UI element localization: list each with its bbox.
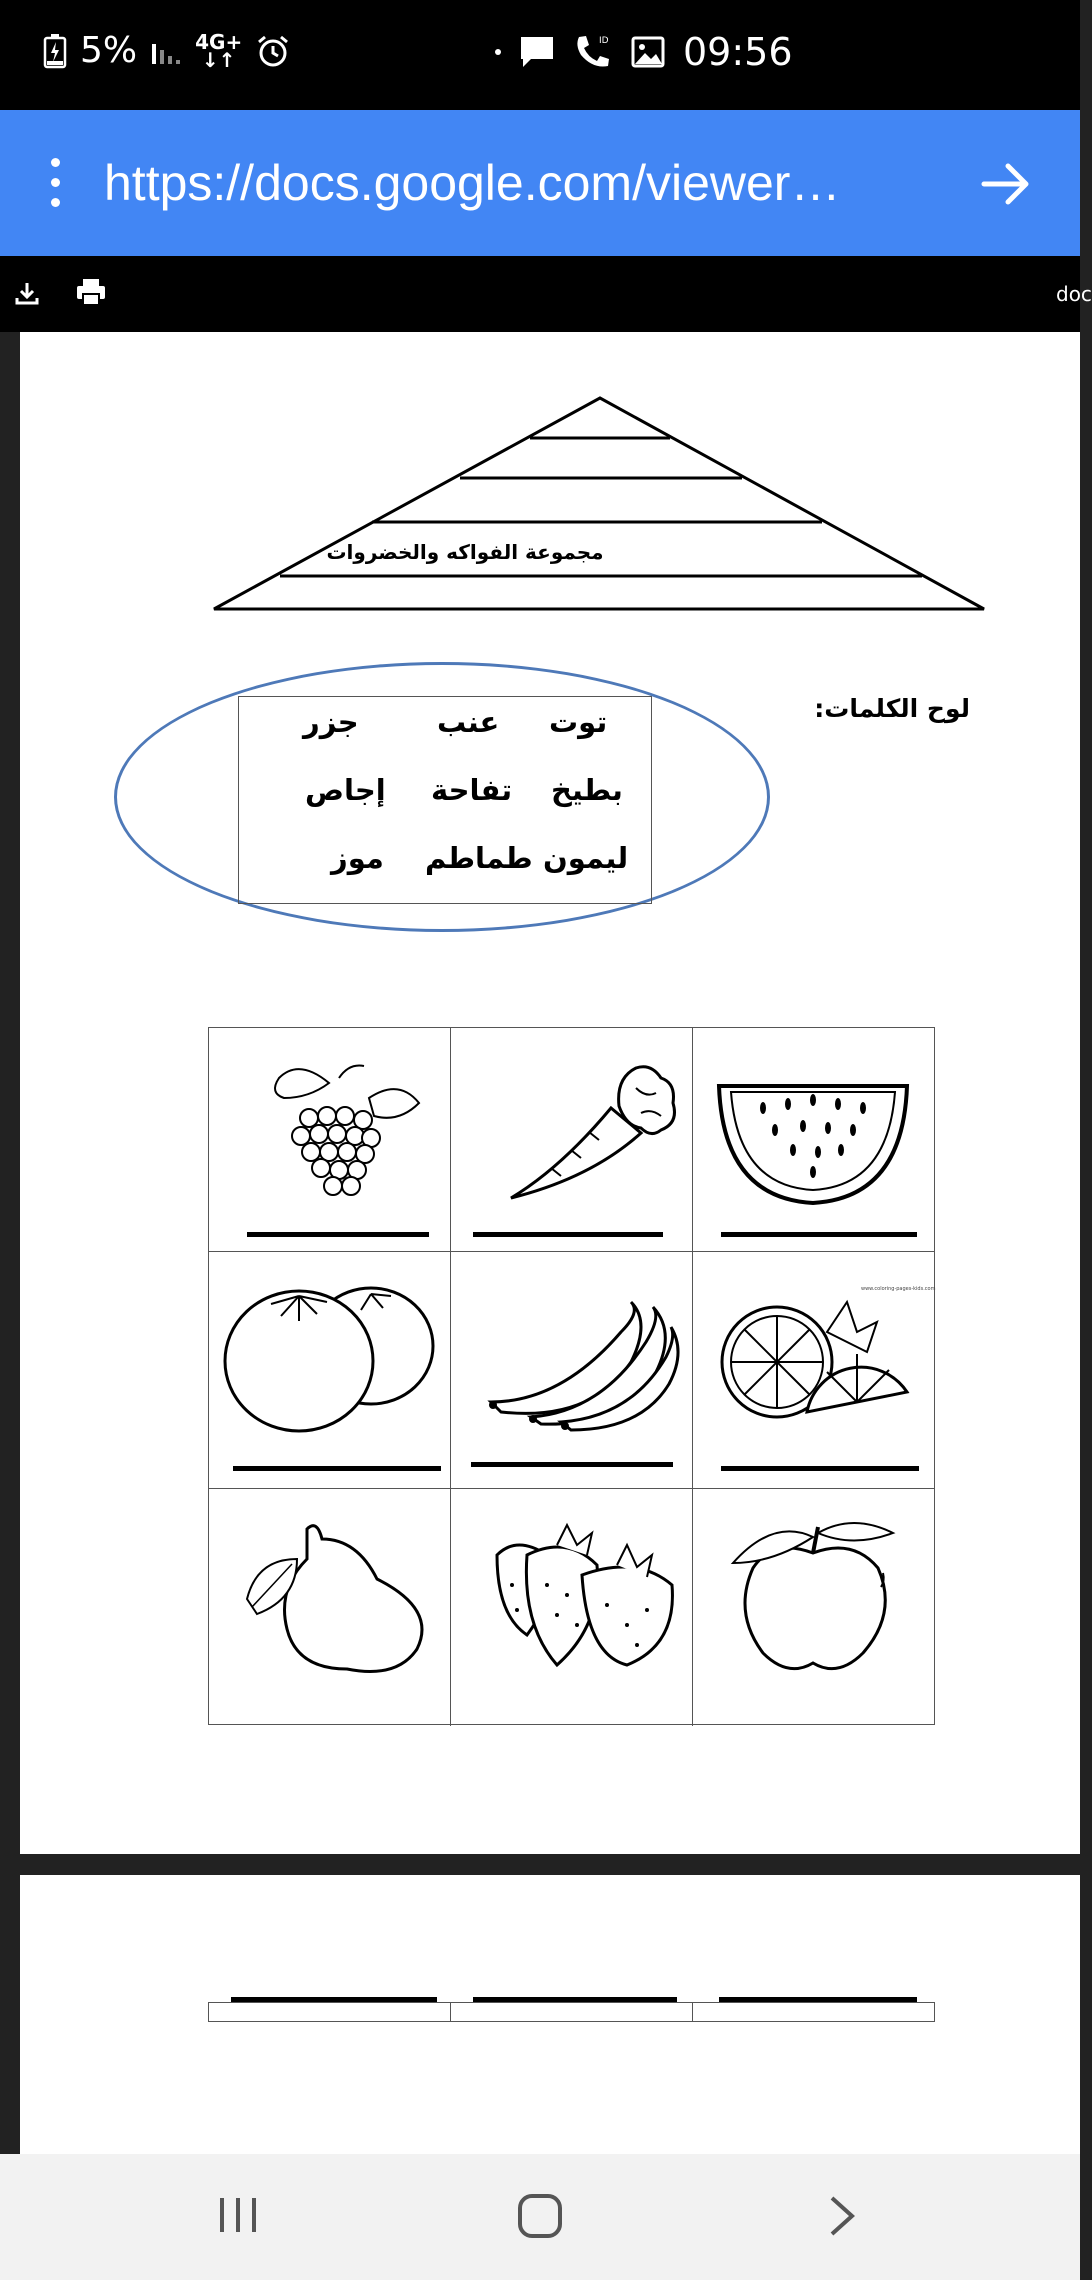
cell-watermelon <box>693 1028 934 1252</box>
cell-strawberries <box>451 1489 693 1726</box>
menu-dots-icon[interactable] <box>40 158 70 210</box>
signal-icon <box>151 36 181 66</box>
cell-pear <box>209 1489 451 1726</box>
message-icon <box>519 35 555 69</box>
pear-icon <box>237 1519 437 1679</box>
answer-line <box>233 1466 441 1471</box>
pyramid-label: مجموعة الفواكه والخضروات <box>326 540 604 564</box>
food-pyramid <box>20 332 1080 632</box>
word-item: موز <box>331 841 384 875</box>
grid-cell <box>451 2003 693 2021</box>
back-icon[interactable] <box>822 2192 862 2240</box>
url-text[interactable]: https://docs.google.com/viewer… <box>104 155 841 211</box>
word-item: طماطم <box>425 841 533 875</box>
grid-cell <box>209 2003 451 2021</box>
svg-text:ID: ID <box>599 36 609 46</box>
battery-icon <box>44 34 66 68</box>
cell-oranges <box>693 1252 934 1489</box>
word-item: ليمون <box>543 841 629 875</box>
answer-line <box>473 1997 677 2002</box>
download-icon[interactable] <box>14 280 40 306</box>
word-board-label: لوح الكلمات: <box>814 694 970 723</box>
word-item: إجاص <box>305 773 386 807</box>
cell-tomatoes <box>209 1252 451 1489</box>
document-page-1 <box>20 332 1080 1854</box>
watermelon-icon <box>713 1078 913 1208</box>
answer-line <box>471 1462 673 1467</box>
answer-line <box>231 1997 437 2002</box>
forward-arrow-icon[interactable] <box>978 156 1034 212</box>
recent-apps-icon[interactable] <box>216 2192 260 2236</box>
apple-icon <box>713 1513 923 1673</box>
answer-line <box>247 1232 429 1237</box>
cell-bananas <box>451 1252 693 1489</box>
word-item: توت <box>549 705 608 739</box>
word-item: جزر <box>303 705 359 739</box>
url-bar <box>0 110 1080 256</box>
bananas-icon <box>481 1292 681 1432</box>
word-box <box>238 696 652 904</box>
carrot-icon <box>501 1058 681 1208</box>
answer-line <box>473 1232 663 1237</box>
picture-grid-continuation <box>208 2002 935 2022</box>
answer-line <box>719 1997 917 2002</box>
navigation-bar <box>0 2154 1080 2280</box>
answer-line <box>721 1466 919 1471</box>
print-icon[interactable] <box>76 278 106 306</box>
home-icon[interactable] <box>516 2192 564 2240</box>
domain-label: doc <box>1056 282 1092 306</box>
viewer-toolbar <box>0 256 1092 332</box>
network-type: 4G+ ↓↑ <box>195 29 243 72</box>
document-page-2 <box>20 1875 1080 2155</box>
word-item: تفاحة <box>431 773 513 807</box>
call-icon <box>573 33 613 71</box>
clock: 09:56 <box>683 30 793 74</box>
word-item: بطيخ <box>551 773 623 807</box>
grapes-icon <box>249 1058 429 1198</box>
cell-apple <box>693 1489 934 1726</box>
cell-carrot <box>451 1028 693 1252</box>
word-item: عنب <box>437 705 500 739</box>
alarm-icon <box>256 34 290 68</box>
status-bar <box>0 0 1080 110</box>
cell-grapes <box>209 1028 451 1252</box>
picture-grid <box>208 1027 935 1725</box>
image-icon <box>631 36 665 68</box>
battery-level: 5% <box>80 30 138 71</box>
dot-icon <box>495 49 501 55</box>
image-caption: www.coloring-pages-kids.com <box>861 1286 936 1292</box>
answer-line <box>721 1232 917 1237</box>
strawberries-icon <box>487 1515 687 1675</box>
oranges-icon <box>717 1292 917 1442</box>
tomatoes-icon <box>221 1276 441 1436</box>
